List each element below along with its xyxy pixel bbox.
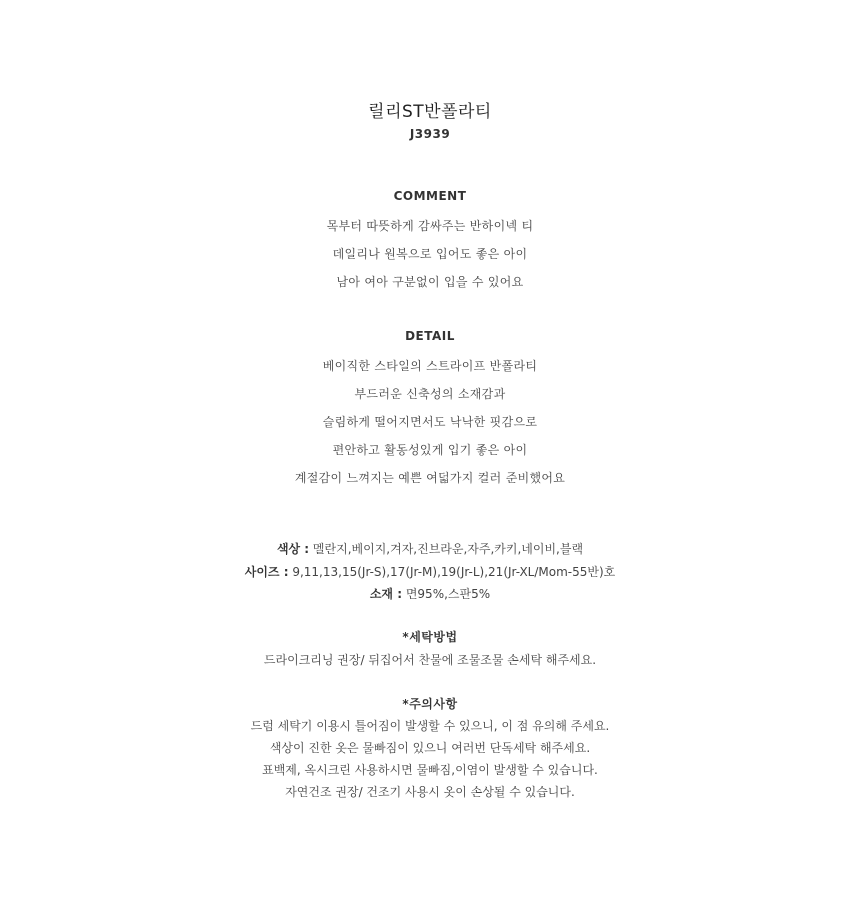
product-code: J3939 <box>409 127 451 141</box>
spec-color-label: 색상 : <box>276 542 310 556</box>
product-title: 릴리ST반폴라티 <box>368 102 492 122</box>
detail-line: 베이직한 스타일의 스트라이프 반폴라티 <box>322 359 538 373</box>
spec-material <box>0 585 860 602</box>
caution-heading: *주의사항 <box>402 697 458 711</box>
caution-line: 드럼 세탁기 이용시 틀어짐이 발생할 수 있으니, 이 점 유의해 주세요. <box>250 719 610 733</box>
comment-line: 데일리나 원복으로 입어도 좋은 아이 <box>332 247 528 261</box>
detail-line: 계절감이 느껴지는 예쁜 여덟가지 컬러 준비했어요 <box>294 471 566 485</box>
spec-material-value: 면95%,스판5% <box>402 587 491 601</box>
spec-size-value: 9,11,13,15(Jr-S),17(Jr-M),19(Jr-L),21(Jr-XL/Mom-55반)호 <box>288 565 616 579</box>
spec-color <box>0 540 860 557</box>
detail-heading: DETAIL <box>405 329 455 343</box>
detail-line: 슬림하게 떨어지면서도 낙낙한 핏감으로 <box>322 415 538 429</box>
washing-text: 드라이크리닝 권장/ 뒤집어서 찬물에 조물조물 손세탁 해주세요. <box>263 653 597 667</box>
comment-heading: COMMENT <box>393 189 467 203</box>
caution-line: 자연건조 권장/ 건조기 사용시 옷이 손상될 수 있습니다. <box>285 785 575 799</box>
spec-size-label: 사이즈 : <box>244 565 289 579</box>
spec-size <box>0 563 860 580</box>
washing-heading: *세탁방법 <box>402 630 458 644</box>
detail-line: 부드러운 신축성의 소재감과 <box>354 387 506 401</box>
detail-line: 편안하고 활동성있게 입기 좋은 아이 <box>332 443 528 457</box>
spec-material-label: 소재 : <box>369 587 403 601</box>
comment-line: 목부터 따뜻하게 감싸주는 반하이넥 티 <box>326 219 534 233</box>
spec-color-value: 멜란지,베이지,겨자,진브라운,자주,카키,네이비,블랙 <box>309 542 584 556</box>
caution-line: 표백제, 옥시크린 사용하시면 물빠짐,이염이 발생할 수 있습니다. <box>262 763 598 777</box>
caution-line: 색상이 진한 옷은 물빠짐이 있으니 여러번 단독세탁 해주세요. <box>269 741 591 755</box>
comment-line: 남아 여아 구분없이 입을 수 있어요 <box>336 275 524 289</box>
